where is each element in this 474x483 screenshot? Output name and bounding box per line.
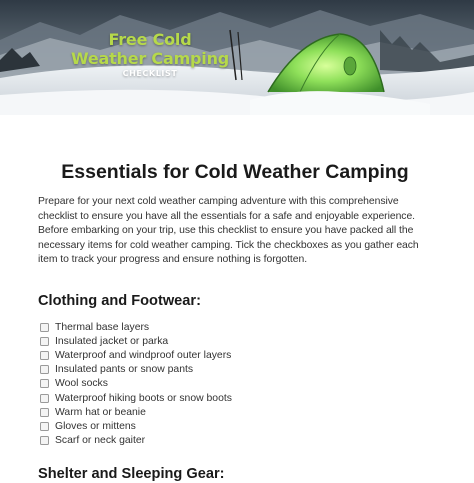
checklist-item[interactable] xyxy=(38,419,436,433)
checklist-item[interactable] xyxy=(38,391,436,405)
checkbox[interactable] xyxy=(40,337,49,346)
checklist-item-label: Insulated pants or snow pants xyxy=(55,364,194,376)
page-title: Essentials for Cold Weather Camping xyxy=(61,161,409,183)
checklist-item-label: Thermal base layers xyxy=(55,321,150,333)
checklist-item-label: Gloves or mittens xyxy=(55,420,136,432)
checklist-clothing xyxy=(38,320,436,448)
checklist-item[interactable] xyxy=(38,363,436,377)
checklist-item[interactable] xyxy=(38,433,436,447)
banner-title-line1: Free Cold xyxy=(108,30,192,49)
checkbox[interactable] xyxy=(40,408,49,417)
banner-subtitle: CHECKLIST xyxy=(122,69,178,78)
checkbox[interactable] xyxy=(40,422,49,431)
checkbox[interactable] xyxy=(40,379,49,388)
checklist-item[interactable] xyxy=(38,405,436,419)
section-heading-clothing: Clothing and Footwear: xyxy=(38,292,201,309)
checklist-item-label: Wool socks xyxy=(55,378,108,390)
checklist-item-label: Waterproof hiking boots or snow boots xyxy=(55,392,232,404)
intro-paragraph: Prepare for your next cold weather camping adventure with this comprehensive checklist to ensure you have all the essentials for a safe and enjoyable experience. Before embarking on your trip, use this checklist to ensure you have packed all the necessary items for cold weather camping. Tick the checkboxes as you gather each item to track your progress and ensure nothing is forgotten. xyxy=(38,196,419,266)
checklist-item[interactable] xyxy=(38,334,436,348)
section-heading-shelter: Shelter and Sleeping Gear: xyxy=(38,465,225,482)
header-banner xyxy=(0,0,474,115)
checkbox[interactable] xyxy=(40,394,49,403)
checkbox[interactable] xyxy=(40,436,49,445)
checkbox[interactable] xyxy=(40,351,49,360)
checkbox[interactable] xyxy=(40,365,49,374)
checklist-item[interactable] xyxy=(38,348,436,362)
checklist-item-label: Scarf or neck gaiter xyxy=(55,435,146,447)
checklist-item-label: Waterproof and windproof outer layers xyxy=(55,349,232,361)
checklist-item-label: Insulated jacket or parka xyxy=(55,335,169,347)
banner-title xyxy=(40,30,260,79)
checkbox[interactable] xyxy=(40,323,49,332)
checklist-item[interactable] xyxy=(38,377,436,391)
checklist-item-label: Warm hat or beanie xyxy=(55,406,146,418)
checklist-item[interactable] xyxy=(38,320,436,334)
document-body xyxy=(38,160,436,483)
banner-title-line2: Weather Camping xyxy=(70,49,230,68)
